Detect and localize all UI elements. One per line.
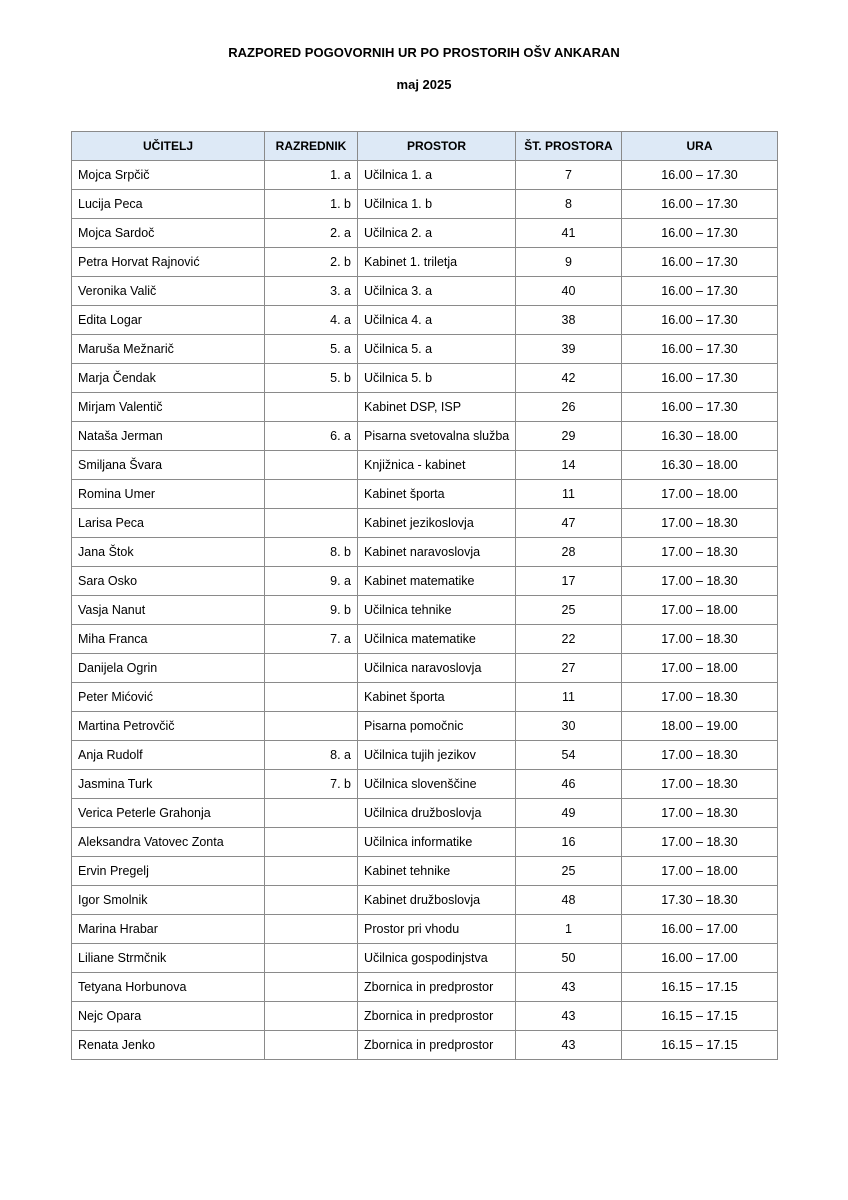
cell-hours: 16.15 – 17.15: [622, 1002, 778, 1031]
cell-class-teacher: [265, 973, 358, 1002]
cell-room: Knjižnica - kabinet: [358, 451, 516, 480]
cell-room-number: 7: [516, 161, 622, 190]
table-row: [72, 625, 778, 654]
cell-room-number: 29: [516, 422, 622, 451]
cell-teacher: Edita Logar: [72, 306, 265, 335]
table-row: [72, 828, 778, 857]
cell-hours: 17.00 – 18.30: [622, 741, 778, 770]
cell-room: Učilnica gospodinjstva: [358, 944, 516, 973]
cell-class-teacher: [265, 799, 358, 828]
table-row: [72, 596, 778, 625]
cell-room-number: 14: [516, 451, 622, 480]
cell-teacher: Mojca Sardoč: [72, 219, 265, 248]
cell-room: Kabinet naravoslovja: [358, 538, 516, 567]
cell-room: Učilnica 3. a: [358, 277, 516, 306]
cell-class-teacher: 2. a: [265, 219, 358, 248]
cell-hours: 16.00 – 17.30: [622, 161, 778, 190]
cell-class-teacher: 9. a: [265, 567, 358, 596]
cell-class-teacher: 1. a: [265, 161, 358, 190]
cell-room: Kabinet jezikoslovja: [358, 509, 516, 538]
cell-class-teacher: 3. a: [265, 277, 358, 306]
cell-room-number: 8: [516, 190, 622, 219]
cell-class-teacher: [265, 393, 358, 422]
cell-teacher: Lucija Peca: [72, 190, 265, 219]
cell-room-number: 49: [516, 799, 622, 828]
document-subtitle: maj 2025: [396, 77, 452, 92]
table-row: [72, 1002, 778, 1031]
table-row: [72, 1031, 778, 1060]
cell-room-number: 39: [516, 335, 622, 364]
table-row: [72, 509, 778, 538]
cell-hours: 17.30 – 18.30: [622, 886, 778, 915]
cell-class-teacher: [265, 915, 358, 944]
cell-room: Pisarna svetovalna služba: [358, 422, 516, 451]
cell-class-teacher: [265, 1031, 358, 1060]
cell-class-teacher: 7. a: [265, 625, 358, 654]
cell-hours: 17.00 – 18.30: [622, 799, 778, 828]
cell-hours: 16.00 – 17.30: [622, 277, 778, 306]
cell-hours: 17.00 – 18.30: [622, 509, 778, 538]
cell-teacher: Anja Rudolf: [72, 741, 265, 770]
table-row: [72, 393, 778, 422]
table-row: [72, 190, 778, 219]
cell-hours: 17.00 – 18.00: [622, 596, 778, 625]
header-hours: URA: [622, 132, 778, 161]
table-row: [72, 770, 778, 799]
cell-room-number: 9: [516, 248, 622, 277]
cell-class-teacher: 8. a: [265, 741, 358, 770]
cell-room: Učilnica 5. a: [358, 335, 516, 364]
cell-teacher: Veronika Valič: [72, 277, 265, 306]
cell-room-number: 48: [516, 886, 622, 915]
cell-hours: 16.00 – 17.30: [622, 306, 778, 335]
cell-room: Zbornica in predprostor: [358, 1031, 516, 1060]
cell-room-number: 25: [516, 857, 622, 886]
cell-teacher: Miha Franca: [72, 625, 265, 654]
cell-teacher: Nejc Opara: [72, 1002, 265, 1031]
cell-room: Učilnica slovenščine: [358, 770, 516, 799]
header-teacher: UČITELJ: [72, 132, 265, 161]
cell-class-teacher: [265, 451, 358, 480]
cell-class-teacher: 1. b: [265, 190, 358, 219]
cell-hours: 16.15 – 17.15: [622, 1031, 778, 1060]
table-row: [72, 944, 778, 973]
cell-hours: 17.00 – 18.30: [622, 567, 778, 596]
cell-hours: 16.00 – 17.30: [622, 248, 778, 277]
cell-hours: 16.00 – 17.30: [622, 219, 778, 248]
cell-class-teacher: 8. b: [265, 538, 358, 567]
cell-teacher: Petra Horvat Rajnović: [72, 248, 265, 277]
table-header-row: [72, 132, 778, 161]
cell-room-number: 40: [516, 277, 622, 306]
table-row: [72, 973, 778, 1002]
table-row: [72, 277, 778, 306]
cell-teacher: Ervin Pregelj: [72, 857, 265, 886]
cell-class-teacher: 5. a: [265, 335, 358, 364]
cell-teacher: Smiljana Švara: [72, 451, 265, 480]
cell-room: Zbornica in predprostor: [358, 973, 516, 1002]
cell-room: Kabinet 1. triletja: [358, 248, 516, 277]
cell-hours: 16.00 – 17.00: [622, 915, 778, 944]
cell-class-teacher: [265, 1002, 358, 1031]
header-room: PROSTOR: [358, 132, 516, 161]
cell-hours: 17.00 – 18.30: [622, 625, 778, 654]
cell-room-number: 26: [516, 393, 622, 422]
cell-class-teacher: [265, 712, 358, 741]
cell-room: Učilnica naravoslovja: [358, 654, 516, 683]
table-row: [72, 335, 778, 364]
cell-teacher: Romina Umer: [72, 480, 265, 509]
header-class-teacher: RAZREDNIK: [265, 132, 358, 161]
cell-room: Prostor pri vhodu: [358, 915, 516, 944]
cell-class-teacher: [265, 480, 358, 509]
cell-room: Učilnica 2. a: [358, 219, 516, 248]
cell-class-teacher: 9. b: [265, 596, 358, 625]
table-row: [72, 422, 778, 451]
header-room-number: ŠT. PROSTORA: [516, 132, 622, 161]
cell-room-number: 17: [516, 567, 622, 596]
cell-hours: 16.15 – 17.15: [622, 973, 778, 1002]
table-row: [72, 306, 778, 335]
cell-room: Učilnica tehnike: [358, 596, 516, 625]
cell-room: Učilnica 4. a: [358, 306, 516, 335]
cell-teacher: Danijela Ogrin: [72, 654, 265, 683]
cell-room: Učilnica 1. a: [358, 161, 516, 190]
cell-class-teacher: 7. b: [265, 770, 358, 799]
cell-teacher: Jana Štok: [72, 538, 265, 567]
table-row: [72, 741, 778, 770]
cell-teacher: Peter Mićović: [72, 683, 265, 712]
cell-class-teacher: 5. b: [265, 364, 358, 393]
cell-hours: 16.00 – 17.30: [622, 393, 778, 422]
cell-room-number: 41: [516, 219, 622, 248]
cell-teacher: Vasja Nanut: [72, 596, 265, 625]
cell-teacher: Mirjam Valentič: [72, 393, 265, 422]
table-row: [72, 364, 778, 393]
cell-hours: 18.00 – 19.00: [622, 712, 778, 741]
cell-teacher: Igor Smolnik: [72, 886, 265, 915]
cell-room-number: 25: [516, 596, 622, 625]
cell-room-number: 30: [516, 712, 622, 741]
cell-room-number: 16: [516, 828, 622, 857]
cell-class-teacher: [265, 654, 358, 683]
cell-room-number: 11: [516, 683, 622, 712]
table-row: [72, 161, 778, 190]
cell-teacher: Aleksandra Vatovec Zonta: [72, 828, 265, 857]
table-row: [72, 451, 778, 480]
table-row: [72, 654, 778, 683]
cell-teacher: Maruša Mežnarič: [72, 335, 265, 364]
table-row: [72, 480, 778, 509]
cell-class-teacher: [265, 886, 358, 915]
schedule-table: [71, 131, 778, 1060]
cell-room: Učilnica družboslovja: [358, 799, 516, 828]
cell-room-number: 50: [516, 944, 622, 973]
cell-hours: 17.00 – 18.30: [622, 770, 778, 799]
cell-room: Pisarna pomočnic: [358, 712, 516, 741]
cell-teacher: Tetyana Horbunova: [72, 973, 265, 1002]
cell-room-number: 43: [516, 973, 622, 1002]
cell-room-number: 43: [516, 1002, 622, 1031]
cell-room-number: 42: [516, 364, 622, 393]
cell-class-teacher: [265, 828, 358, 857]
cell-room: Učilnica tujih jezikov: [358, 741, 516, 770]
cell-teacher: Larisa Peca: [72, 509, 265, 538]
cell-teacher: Sara Osko: [72, 567, 265, 596]
cell-room: Učilnica informatike: [358, 828, 516, 857]
cell-class-teacher: 6. a: [265, 422, 358, 451]
table-row: [72, 538, 778, 567]
cell-teacher: Marja Čendak: [72, 364, 265, 393]
cell-room: Kabinet športa: [358, 683, 516, 712]
cell-hours: 17.00 – 18.00: [622, 480, 778, 509]
table-row: [72, 886, 778, 915]
table-row: [72, 567, 778, 596]
cell-room-number: 11: [516, 480, 622, 509]
cell-hours: 17.00 – 18.30: [622, 683, 778, 712]
cell-hours: 17.00 – 18.00: [622, 857, 778, 886]
cell-room: Kabinet športa: [358, 480, 516, 509]
table-row: [72, 712, 778, 741]
cell-hours: 16.00 – 17.30: [622, 335, 778, 364]
cell-teacher: Marina Hrabar: [72, 915, 265, 944]
cell-class-teacher: [265, 683, 358, 712]
cell-room-number: 43: [516, 1031, 622, 1060]
cell-hours: 16.30 – 18.00: [622, 451, 778, 480]
document-title: RAZPORED POGOVORNIH UR PO PROSTORIH OŠV ANKARAN: [228, 45, 620, 60]
cell-hours: 17.00 – 18.30: [622, 538, 778, 567]
cell-hours: 16.00 – 17.30: [622, 364, 778, 393]
cell-class-teacher: [265, 944, 358, 973]
table-row: [72, 857, 778, 886]
table-row: [72, 799, 778, 828]
table-body: [72, 161, 778, 1060]
cell-room: Kabinet tehnike: [358, 857, 516, 886]
cell-hours: 17.00 – 18.00: [622, 654, 778, 683]
cell-teacher: Mojca Srpčič: [72, 161, 265, 190]
cell-teacher: Nataša Jerman: [72, 422, 265, 451]
table-row: [72, 915, 778, 944]
cell-room-number: 54: [516, 741, 622, 770]
cell-class-teacher: [265, 857, 358, 886]
table-row: [72, 248, 778, 277]
cell-room: Kabinet matematike: [358, 567, 516, 596]
cell-teacher: Liliane Strmčnik: [72, 944, 265, 973]
cell-class-teacher: [265, 509, 358, 538]
cell-class-teacher: 2. b: [265, 248, 358, 277]
cell-teacher: Renata Jenko: [72, 1031, 265, 1060]
cell-room-number: 38: [516, 306, 622, 335]
cell-room: Učilnica matematike: [358, 625, 516, 654]
cell-room: Zbornica in predprostor: [358, 1002, 516, 1031]
table-row: [72, 683, 778, 712]
cell-class-teacher: 4. a: [265, 306, 358, 335]
cell-room-number: 28: [516, 538, 622, 567]
cell-room: Učilnica 1. b: [358, 190, 516, 219]
cell-room-number: 22: [516, 625, 622, 654]
cell-hours: 16.00 – 17.30: [622, 190, 778, 219]
cell-room: Kabinet DSP, ISP: [358, 393, 516, 422]
cell-hours: 16.30 – 18.00: [622, 422, 778, 451]
cell-room: Učilnica 5. b: [358, 364, 516, 393]
cell-room-number: 1: [516, 915, 622, 944]
cell-room-number: 46: [516, 770, 622, 799]
cell-room-number: 27: [516, 654, 622, 683]
cell-teacher: Martina Petrovčič: [72, 712, 265, 741]
cell-teacher: Jasmina Turk: [72, 770, 265, 799]
cell-hours: 16.00 – 17.00: [622, 944, 778, 973]
cell-teacher: Verica Peterle Grahonja: [72, 799, 265, 828]
cell-hours: 17.00 – 18.30: [622, 828, 778, 857]
table-row: [72, 219, 778, 248]
cell-room: Kabinet družboslovja: [358, 886, 516, 915]
cell-room-number: 47: [516, 509, 622, 538]
